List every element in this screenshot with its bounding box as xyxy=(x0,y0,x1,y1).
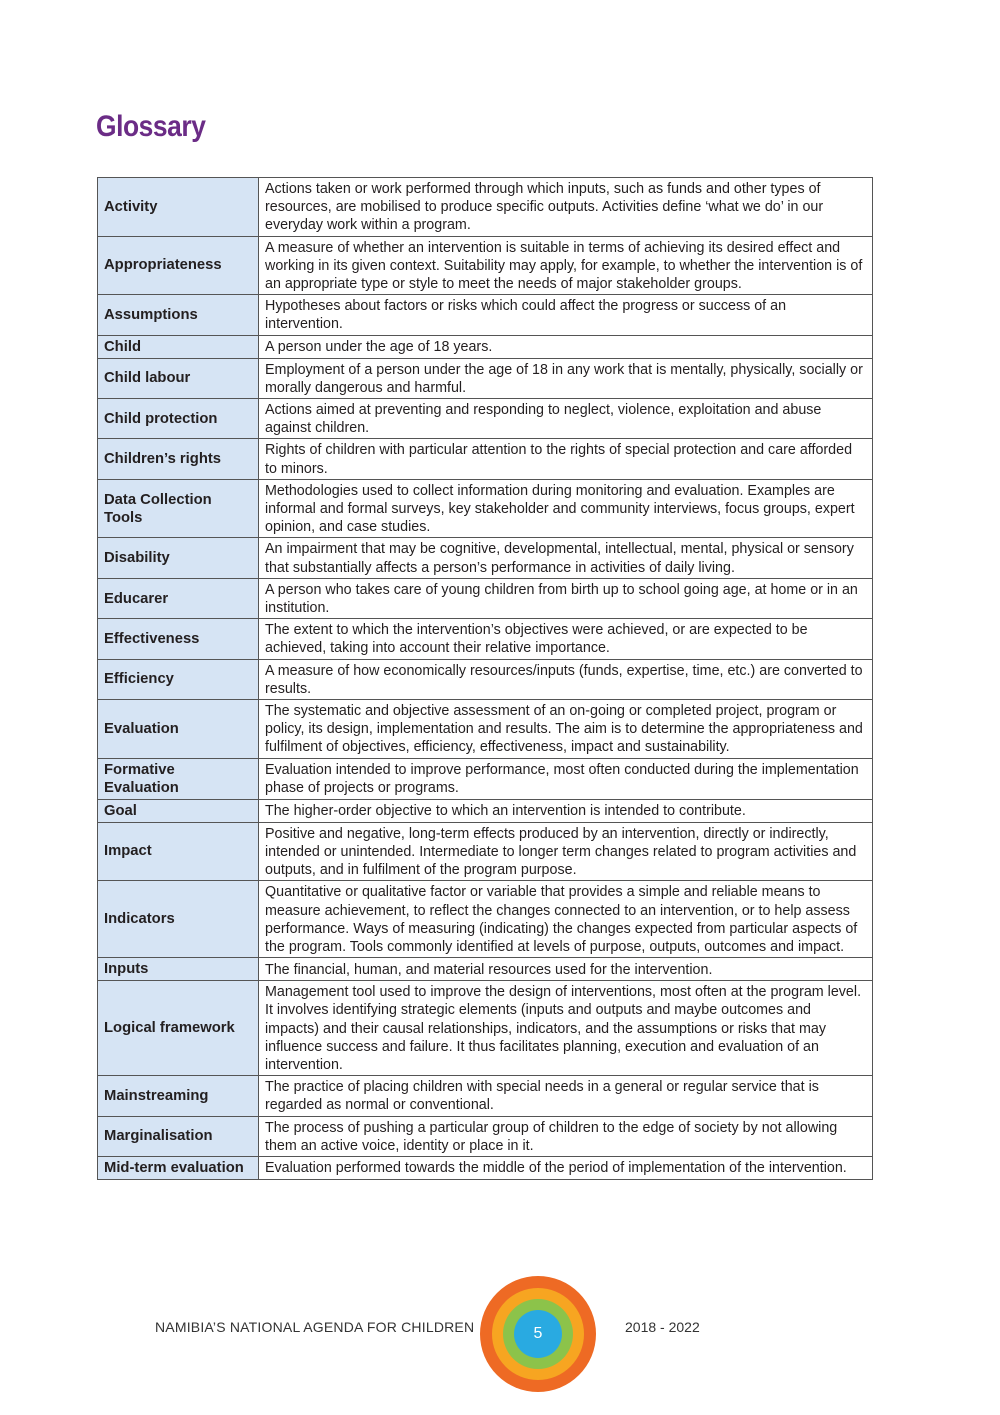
glossary-body xyxy=(98,178,873,1180)
glossary-definition: Quantitative or qualitative factor or variable that provides a simple and reliable means to measure achievement, to reflect the changes connected to an intervention, or to help assess performance. Ways of measuring (indicating) the changes expected from particular aspects of the program. Tools commonly identified at levels of purpose, outputs, outcomes and impact. xyxy=(259,881,873,958)
glossary-term: Educarer xyxy=(98,578,259,618)
glossary-row xyxy=(98,981,873,1076)
glossary-definition: Actions taken or work performed through which inputs, such as funds and other types of resources, are mobilised to produce specific outputs. Activities define ‘what we do’ in our everyday work within a program. xyxy=(259,178,873,237)
glossary-definition: Management tool used to improve the design of interventions, most often at the program level. It involves identifying strategic elements (inputs and outputs and maybe outcomes and impacts) and their causal relationships, indicators, and the assumptions or risks that may influence success and failure. It thus facilitates planning, execution and evaluation of an intervention. xyxy=(259,981,873,1076)
glossary-term: Mid-term evaluation xyxy=(98,1156,259,1179)
glossary-definition: The financial, human, and material resources used for the intervention. xyxy=(259,958,873,981)
page-number-badge xyxy=(480,1276,596,1392)
glossary-definition: A person under the age of 18 years. xyxy=(259,335,873,358)
footer-years: 2018 - 2022 xyxy=(625,1319,700,1335)
glossary-row xyxy=(98,881,873,958)
glossary-row xyxy=(98,799,873,822)
glossary-definition: A measure of how economically resources/inputs (funds, expertise, time, etc.) are converted to results. xyxy=(259,659,873,699)
glossary-row xyxy=(98,479,873,538)
glossary-definition: The extent to which the intervention’s objectives were achieved, or are expected to be achieved, taking into account their relative importance. xyxy=(259,619,873,659)
glossary-definition: Positive and negative, long-term effects produced by an intervention, directly or indirectly, intended or unintended. Intermediate to longer term changes related to program activities and outputs, and in fulfilment of the program purpose. xyxy=(259,822,873,881)
glossary-definition: Employment of a person under the age of 18 in any work that is mentally, physically, socially or morally dangerous and harmful. xyxy=(259,358,873,398)
glossary-definition: A measure of whether an intervention is suitable in terms of achieving its desired effect and working in its given context. Suitability may apply, for example, to whether the intervention is of an appropriate type or style to meet the needs of major stakeholder groups. xyxy=(259,236,873,295)
glossary-row xyxy=(98,659,873,699)
glossary-term: Children’s rights xyxy=(98,439,259,479)
glossary-term: Goal xyxy=(98,799,259,822)
glossary-definition: The process of pushing a particular group of children to the edge of society by not allowing them an active voice, identity or place in it. xyxy=(259,1116,873,1156)
glossary-row xyxy=(98,358,873,398)
glossary-term: Mainstreaming xyxy=(98,1076,259,1116)
glossary-row xyxy=(98,1076,873,1116)
glossary-row xyxy=(98,700,873,759)
glossary-definition: The systematic and objective assessment of an on-going or completed project, program or policy, its design, implementation and results. The aim is to determine the appropriateness and fulfilment of objectives, efficiency, effectiveness, impact and sustainability. xyxy=(259,700,873,759)
glossary-row xyxy=(98,758,873,799)
footer-publication-title: NAMIBIA’S NATIONAL AGENDA FOR CHILDREN xyxy=(155,1319,475,1335)
glossary-row xyxy=(98,578,873,618)
glossary-term: Disability xyxy=(98,538,259,578)
glossary-definition: A person who takes care of young children from birth up to school going age, at home or in an institution. xyxy=(259,578,873,618)
glossary-term: Inputs xyxy=(98,958,259,981)
glossary-row xyxy=(98,1156,873,1179)
glossary-term: Child protection xyxy=(98,399,259,439)
glossary-row xyxy=(98,538,873,578)
glossary-term: Evaluation xyxy=(98,700,259,759)
glossary-row xyxy=(98,958,873,981)
glossary-definition: Evaluation intended to improve performance, most often conducted during the implementation phase of projects or programs. xyxy=(259,758,873,799)
glossary-term: Child xyxy=(98,335,259,358)
glossary-definition: The higher-order objective to which an intervention is intended to contribute. xyxy=(259,799,873,822)
glossary-term: Appropriateness xyxy=(98,236,259,295)
glossary-row xyxy=(98,1116,873,1156)
glossary-term: Marginalisation xyxy=(98,1116,259,1156)
glossary-definition: Rights of children with particular attention to the rights of special protection and care afforded to minors. xyxy=(259,439,873,479)
glossary-term: Formative Evaluation xyxy=(98,758,259,799)
page-title: Glossary xyxy=(96,110,206,143)
glossary-row xyxy=(98,335,873,358)
glossary-definition: An impairment that may be cognitive, developmental, intellectual, mental, physical or sensory that substantially affects a person’s performance in activities of daily living. xyxy=(259,538,873,578)
glossary-term: Efficiency xyxy=(98,659,259,699)
glossary-term: Effectiveness xyxy=(98,619,259,659)
glossary-row xyxy=(98,822,873,881)
glossary-definition: Actions aimed at preventing and responding to neglect, violence, exploitation and abuse against children. xyxy=(259,399,873,439)
glossary-term: Logical framework xyxy=(98,981,259,1076)
glossary-definition: Hypotheses about factors or risks which could affect the progress or success of an intervention. xyxy=(259,295,873,335)
glossary-row xyxy=(98,295,873,335)
glossary-term: Child labour xyxy=(98,358,259,398)
glossary-row xyxy=(98,619,873,659)
glossary-row xyxy=(98,399,873,439)
glossary-term: Indicators xyxy=(98,881,259,958)
glossary-row xyxy=(98,178,873,237)
glossary-definition: Methodologies used to collect information during monitoring and evaluation. Examples are informal and formal surveys, key stakeholder and community interviews, focus groups, expert opinion, and case studies. xyxy=(259,479,873,538)
glossary-term: Activity xyxy=(98,178,259,237)
glossary-row xyxy=(98,439,873,479)
glossary-term: Impact xyxy=(98,822,259,881)
glossary-term: Assumptions xyxy=(98,295,259,335)
glossary-table xyxy=(97,177,873,1180)
glossary-definition: The practice of placing children with special needs in a general or regular service that is regarded as normal or conventional. xyxy=(259,1076,873,1116)
glossary-row xyxy=(98,236,873,295)
page-number: 5 xyxy=(533,1325,543,1342)
glossary-term: Data Collection Tools xyxy=(98,479,259,538)
glossary-definition: Evaluation performed towards the middle of the period of implementation of the intervention. xyxy=(259,1156,873,1179)
